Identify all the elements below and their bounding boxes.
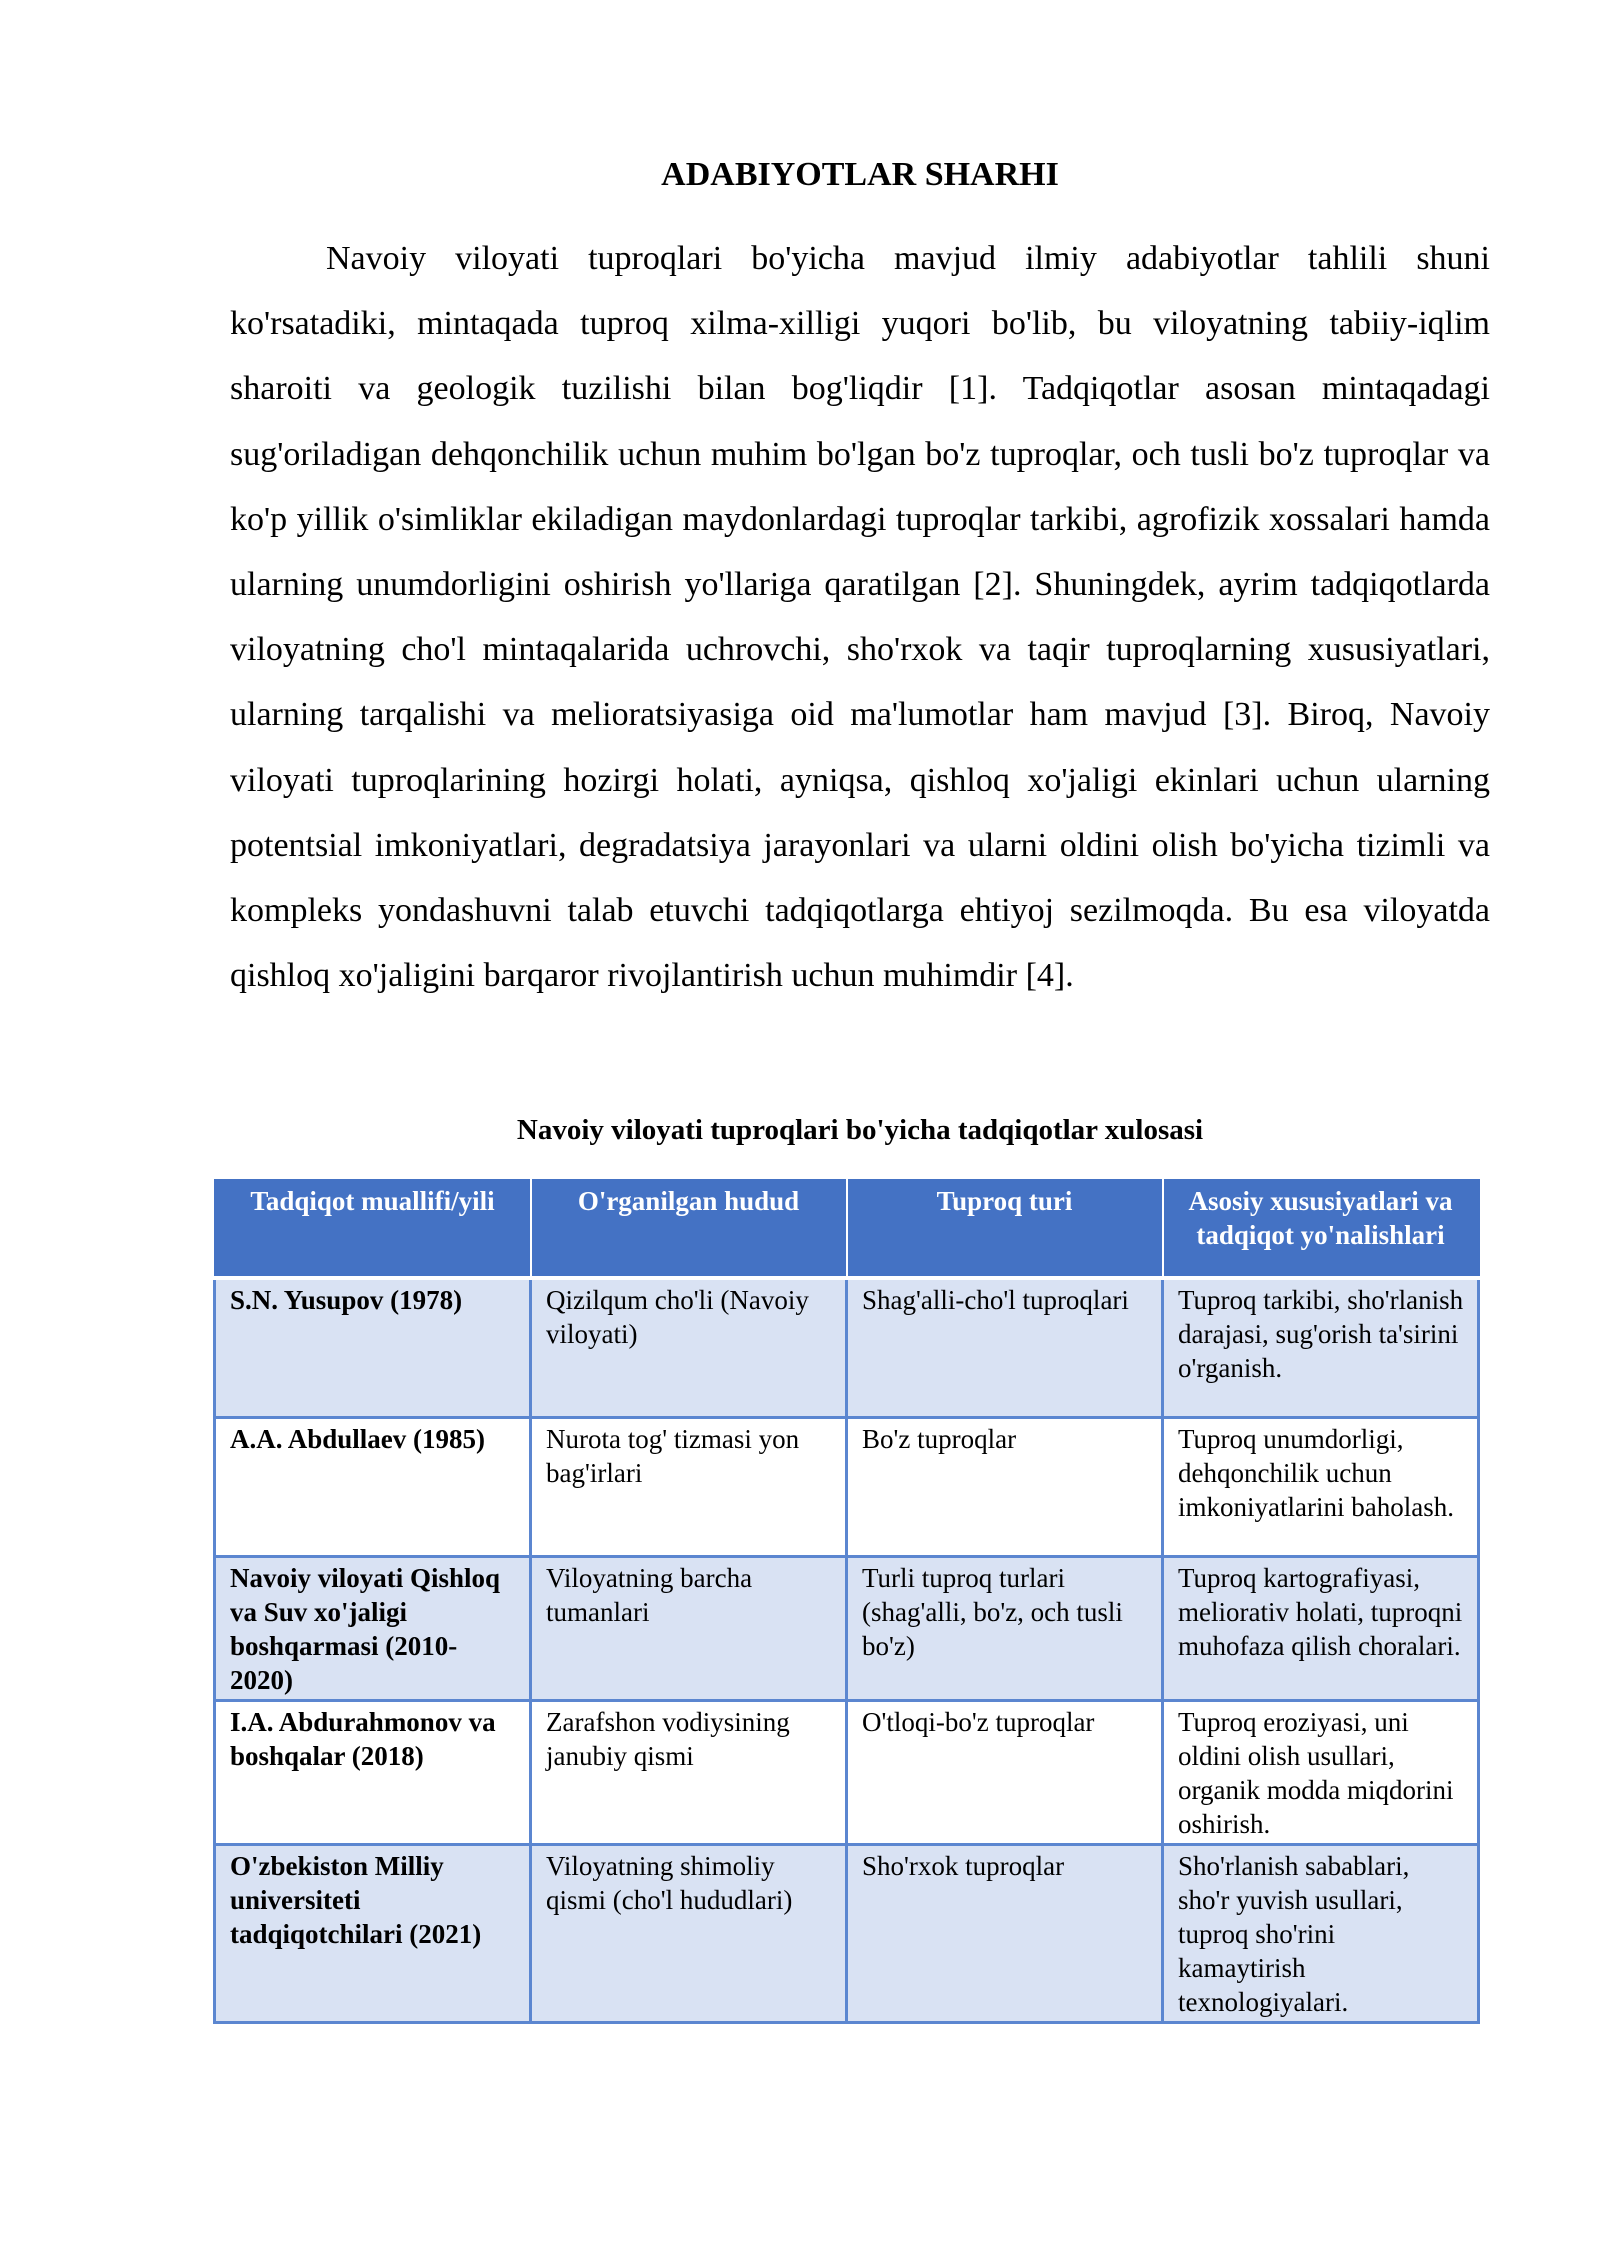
cell-region: Qizilqum cho'li (Navoiy viloyati)	[531, 1278, 847, 1417]
table-caption: Navoiy viloyati tuproqlari bo'yicha tadqiqotlar xulosasi	[516, 1114, 1204, 1146]
header-author-year: Tadqiqot muallifi/yili	[215, 1180, 531, 1278]
table-row	[215, 1417, 1479, 1556]
cell-author: I.A. Abdurahmonov va boshqalar (2018)	[215, 1700, 531, 1844]
cell-region: Viloyatning shimoliy qismi (cho'l hududlari)	[531, 1844, 847, 2022]
header-main-features: Asosiy xususiyatlari va tadqiqot yo'nalishlari	[1163, 1180, 1479, 1278]
cell-region: Nurota tog' tizmasi yon bag'irlari	[531, 1417, 847, 1556]
cell-soil-type: Sho'rxok tuproqlar	[847, 1844, 1163, 2022]
cell-region: Zarafshon vodiysining janubiy qismi	[531, 1700, 847, 1844]
cell-soil-type: Turli tuproq turlari (shag'alli, bo'z, och tusli bo'z)	[847, 1556, 1163, 1700]
cell-author: S.N. Yusupov (1978)	[215, 1278, 531, 1417]
header-region: O'rganilgan hudud	[531, 1180, 847, 1278]
cell-soil-type: Bo'z tuproqlar	[847, 1417, 1163, 1556]
research-summary-table	[213, 1179, 1480, 2024]
header-soil-type: Tuproq turi	[847, 1180, 1163, 1278]
cell-author: O'zbekiston Milliy universiteti tadqiqotchilari (2021)	[215, 1844, 531, 2022]
cell-features: Tuproq eroziyasi, uni oldini olish usullari, organik modda miqdorini oshirish.	[1163, 1700, 1479, 1844]
cell-author: A.A. Abdullaev (1985)	[215, 1417, 531, 1556]
cell-features: Tuproq unumdorligi, dehqonchilik uchun imkoniyatlarini baholash.	[1163, 1417, 1479, 1556]
table-row	[215, 1844, 1479, 2022]
section-heading: ADABIYOTLAR SHARHI	[661, 156, 1059, 193]
cell-features: Sho'rlanish sabablari, sho'r yuvish usullari, tuproq sho'rini kamaytirish texnologiyalari.	[1163, 1844, 1479, 2022]
literature-review-paragraph: Navoiy viloyati tuproqlari bo'yicha mavjud ilmiy adabiyotlar tahlili shuni ko'rsatadiki, mintaqada tuproq xilma-xilligi yuqori bo'lib, bu viloyatning tabiiy-iqlim sharoiti va geologik tuzilishi bilan bog'liqdir [1]. Tadqiqotlar asosan mintaqadagi sug'oriladigan dehqonchilik uchun muhim bo'lgan bo'z tuproqlar, och tusli bo'z tuproqlar va ko'p yillik o'simliklar ekiladigan maydonlardagi tuproqlar tarkibi, agrofizik xossalari hamda ularning unumdorligini oshirish yo'llariga qaratilgan [2]. Shuningdek, ayrim tadqiqotlarda viloyatning cho'l mintaqalarida uchrovchi, sho'rxok va taqir tuproqlarning xususiyatlari, ularning tarqalishi va melioratsiyasiga oid ma'lumotlar ham mavjud [3]. Biroq, Navoiy viloyati tuproqlarining hozirgi holati, ayniqsa, qishloq xo'jaligi ekinlari uchun ularning potentsial imkoniyatlari, degradatsiya jarayonlari va ularni oldini olish bo'yicha tizimli va kompleks yondashuvni talab etuvchi tadqiqotlarga ehtiyoj sezilmoqda. Bu esa viloyatda qishloq xo'jaligini barqaror rivojlantirish uchun muhimdir [4].	[230, 240, 1490, 995]
cell-soil-type: O'tloqi-bo'z tuproqlar	[847, 1700, 1163, 1844]
table-row	[215, 1700, 1479, 1844]
cell-region: Viloyatning barcha tumanlari	[531, 1556, 847, 1700]
table-header-row	[215, 1180, 1479, 1278]
cell-author: Navoiy viloyati Qishloq va Suv xo'jaligi boshqarmasi (2010-2020)	[215, 1556, 531, 1700]
table-row	[215, 1278, 1479, 1417]
cell-features: Tuproq tarkibi, sho'rlanish darajasi, sug'orish ta'sirini o'rganish.	[1163, 1278, 1479, 1417]
table-row	[215, 1556, 1479, 1700]
cell-features: Tuproq kartografiyasi, meliorativ holati, tuproqni muhofaza qilish choralari.	[1163, 1556, 1479, 1700]
cell-soil-type: Shag'alli-cho'l tuproqlari	[847, 1278, 1163, 1417]
